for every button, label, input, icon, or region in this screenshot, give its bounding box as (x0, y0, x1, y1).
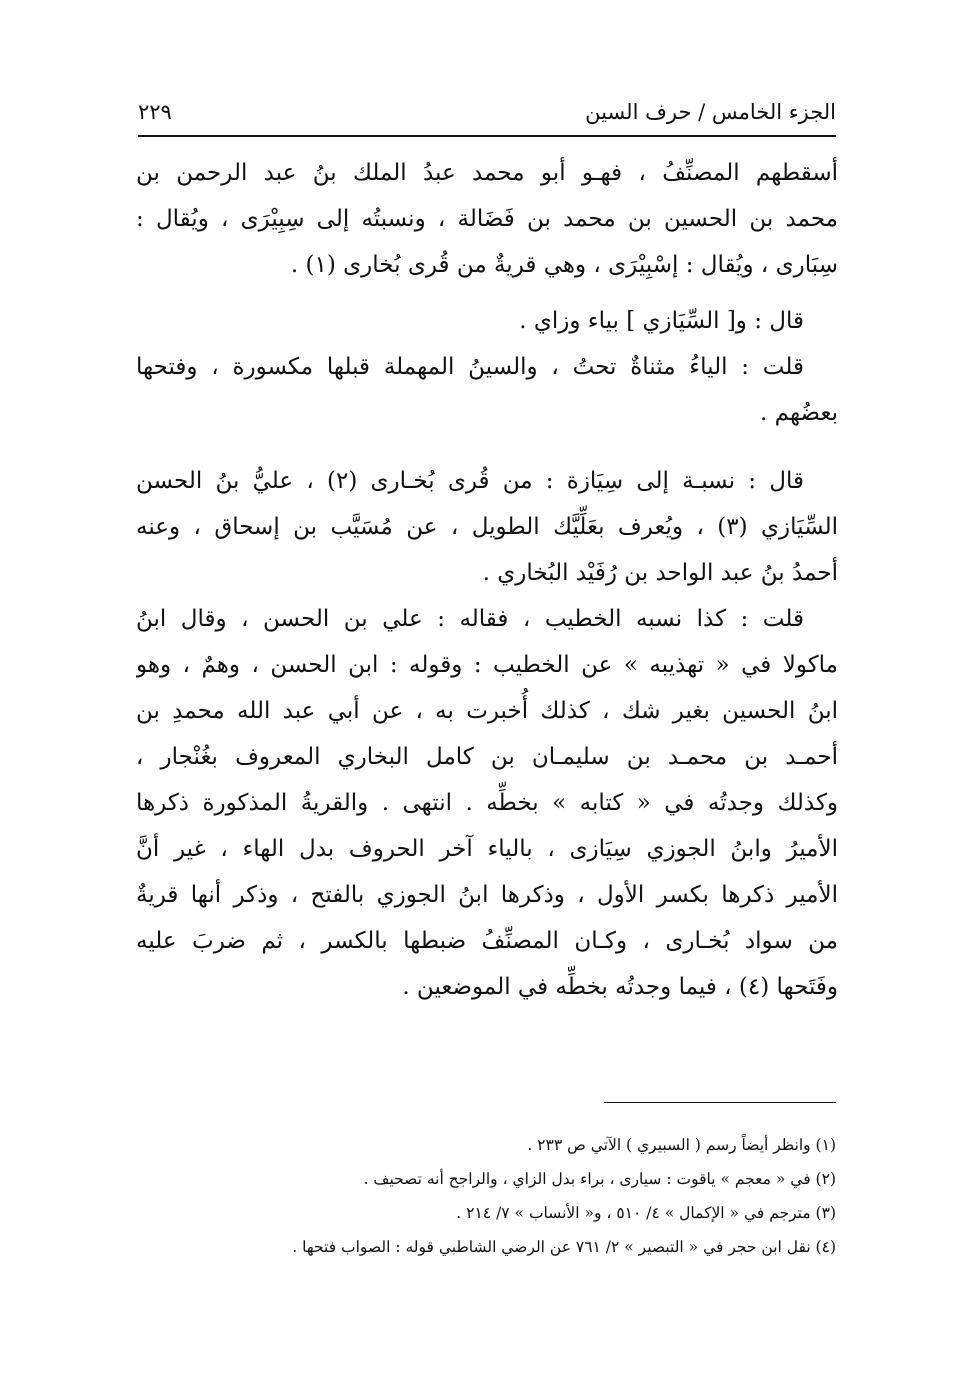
footnotes (140, 1128, 836, 1264)
text-line: ابنُ الحسين بغير شك ، كذلك أُخبرت به ، عن أبي عبد الله محمدِ بن (136, 698, 838, 724)
text-line: محمد بن الحسين بن محمد بن فَضَالة ، ونسبتُه إلى سِبِيْرَى ، ويُقال : (136, 206, 838, 232)
header-rule (138, 135, 836, 137)
running-title: الجزء الخامس / حرف السين (585, 100, 836, 124)
text-line: الأميرُ وابنُ الجوزي سِيَازى ، بالياء آخر الحروف بدل الهاء ، غير أنَّ (136, 836, 838, 862)
main-text (136, 150, 838, 1010)
text-line: ماكولا في « تهذيبه » عن الخطيب : وقوله : ابن الحسن ، وهمٌ ، وهو (136, 652, 838, 678)
text-line: السِّيَازي (٣) ، ويُعرف بعَلِّيَّك الطويل ، عن مُسَيَّب بن إسحاق ، وعنه (136, 514, 838, 540)
paragraph-gap (136, 436, 838, 458)
footnote-2: (٢) في « معجم » ياقوت : سيارى ، براء بدل الزاي ، والراجح أنه تصحيف . (363, 1170, 836, 1188)
text-line: أحمدُ بنُ عبد الواحد بن رُفَيْد البُخاري . (482, 560, 838, 586)
text-line: قال : و[ السِّيَازي ] بياء وزاي . (519, 308, 804, 334)
text-line: وفَتَحها (٤) ، فيما وجدتُه بخطِّه في الموضعين . (402, 974, 838, 1000)
footnote-1: (١) وانظر أيضاً رسم ( السبيري ) الآتي ص ٢٣٣ . (527, 1136, 836, 1154)
text-line: قال : نسبـة إلى سِيَازة : من قُرى بُخـارى (٢) ، عليُّ بنُ الحسن (136, 468, 804, 494)
footnote-separator (604, 1102, 836, 1103)
text-line: بعضُهم . (760, 400, 838, 426)
footnote-4: (٤) نقل ابن حجر في « التبصير » ٢/ ٧٦١ عن الرضي الشاطبي قوله : الصواب فتحها . (292, 1238, 836, 1256)
page-header (138, 92, 836, 124)
text-line: قلت : كذا نسبه الخطيب ، فقاله : علي بن الحسن ، وقال ابنُ (136, 606, 804, 632)
footnote-3: (٣) مترجم في « الإكمال » ٤/ ٥١٠ ، و« الأنساب » ٧/ ٢١٤ . (456, 1204, 836, 1222)
paragraph-gap (136, 288, 838, 298)
text-line: أسقطهم المصنِّفُ ، فهـو أبو محمد عبدُ الملك بنُ عبد الرحمن بن (136, 160, 838, 186)
page-number: ٢٢٩ (138, 100, 172, 124)
text-line: من سواد بُخـارى ، وكـان المصنِّفُ ضبطها بالكسر ، ثم ضربَ عليه (136, 928, 838, 954)
text-line: وكذلك وجدتُه في « كتابه » بخطِّه . انتهى . والقريةُ المذكورة ذكرها (136, 790, 838, 816)
text-line: الأمير ذكرها بكسر الأول ، وذكرها ابنُ الجوزي بالفتح ، وذكر أنها قريةٌ (136, 882, 838, 908)
text-line: قلت : الياءُ مثناةٌ تحتُ ، والسينُ المهملة قبلها مكسورة ، وفتحها (136, 354, 804, 380)
text-line: أحمـد بن محمـد بن سليمـان بن كامل البخاري المعروف بغُنْجار ، (136, 744, 838, 770)
text-line: سِبَارى ، ويُقال : إسْبِيْرَى ، وهي قريةٌ من قُرى بُخارى (١) . (290, 252, 838, 278)
